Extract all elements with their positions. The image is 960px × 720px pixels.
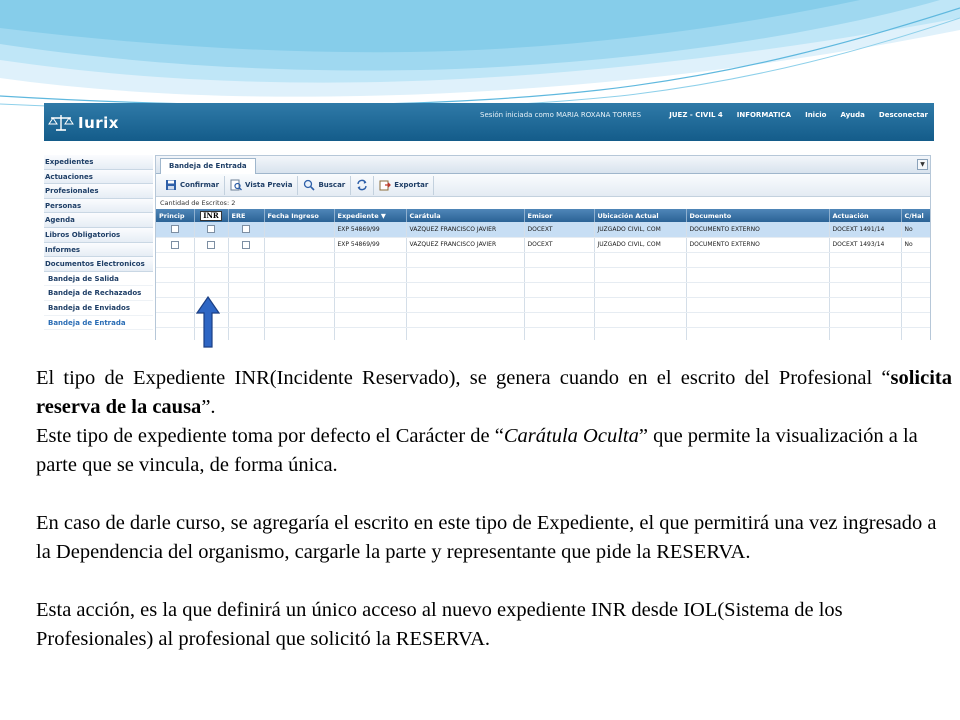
p1-text-a: El tipo de Expediente INR(Incidente Reservado), se genera cuando en el escrito del Profesional “	[36, 367, 891, 389]
sidebar-item-agenda[interactable]: Agenda	[44, 213, 153, 228]
inr-header-label: INR	[200, 211, 222, 221]
cell-expediente: EXP 54869/99	[334, 222, 406, 237]
table-row[interactable]	[156, 237, 931, 252]
empty-row	[156, 267, 931, 282]
chevron-down-icon[interactable]: ▼	[917, 159, 928, 170]
principal-checkbox[interactable]	[156, 237, 194, 252]
search-button[interactable]	[298, 176, 351, 195]
paragraph-acceso-iol: Esta acción, es la que definirá un único acceso al nuevo expediente INR desde IOL(Sistema de los Profesionales) al profesional que solicitó la RESERVA.	[36, 599, 843, 650]
cell-caratula: VAZQUEZ FRANCISCO JAVIER	[406, 222, 524, 237]
p1-bold: solicita reserva de la causa	[36, 367, 952, 418]
cell-chal: No	[901, 222, 931, 237]
cell-documento: DOCUMENTO EXTERNO	[686, 222, 829, 237]
cell-chal: No	[901, 237, 931, 252]
app-logo	[48, 111, 119, 135]
top-bar	[44, 103, 934, 141]
p1-text-b: ”.	[201, 396, 216, 418]
sidebar-item-informes[interactable]: Informes	[44, 243, 153, 258]
cell-actuacion: DOCEXT 1493/14	[829, 237, 901, 252]
refresh-button[interactable]	[351, 176, 374, 195]
menu-role[interactable]: JUEZ - CIVIL 4	[669, 111, 723, 119]
empty-row	[156, 327, 931, 340]
sidebar-item-libros[interactable]: Libros Obligatorios	[44, 228, 153, 243]
menu-home[interactable]: Inicio	[805, 111, 827, 119]
save-icon	[165, 179, 177, 191]
col-caratula[interactable]: Carátula	[406, 209, 524, 222]
col-ubicacion[interactable]: Ubicación Actual	[594, 209, 686, 222]
table-header-row	[156, 209, 931, 222]
confirm-label: Confirmar	[180, 181, 220, 189]
cell-ubicacion: JUZGADO CIVIL, COM	[594, 222, 686, 237]
menu-logout[interactable]: Desconectar	[878, 111, 928, 119]
sidebar-item-actuaciones[interactable]: Actuaciones	[44, 170, 153, 185]
inbox-panel	[155, 155, 931, 340]
cell-documento: DOCUMENTO EXTERNO	[686, 237, 829, 252]
export-label: Exportar	[394, 181, 429, 189]
arrow-up-icon	[196, 296, 220, 348]
col-emisor[interactable]: Emisor	[524, 209, 594, 222]
cell-emisor: DOCEXT	[524, 237, 594, 252]
table-row[interactable]	[156, 222, 931, 237]
col-fecha[interactable]: Fecha Ingreso	[264, 209, 334, 222]
col-expediente[interactable]: Expediente ▼	[334, 209, 406, 222]
col-documento[interactable]: Documento	[686, 209, 829, 222]
paragraph-inr-definition	[36, 364, 952, 422]
menu-area[interactable]: INFORMATICA	[736, 111, 792, 119]
export-button[interactable]	[374, 176, 434, 195]
preview-label: Vista Previa	[245, 181, 293, 189]
sidebar	[44, 155, 153, 330]
cell-fecha	[264, 222, 334, 237]
slide-body-text	[36, 364, 952, 654]
p2-text-b: ” que permite la visualización a la parte que se vincula, de forma única.	[36, 425, 918, 476]
col-actuacion[interactable]: Actuación	[829, 209, 901, 222]
sidebar-subitem-rechazados[interactable]: Bandeja de Rechazados	[44, 286, 153, 301]
export-icon	[379, 179, 391, 191]
empty-row	[156, 297, 931, 312]
cell-emisor: DOCEXT	[524, 222, 594, 237]
tab-strip	[156, 156, 930, 174]
cell-ubicacion: JUZGADO CIVIL, COM	[594, 237, 686, 252]
inr-checkbox[interactable]	[194, 237, 228, 252]
sidebar-item-documentos[interactable]: Documentos Electronicos	[44, 257, 153, 272]
empty-row	[156, 252, 931, 267]
scales-of-justice-icon	[48, 113, 74, 133]
spacer	[36, 567, 952, 596]
col-principal[interactable]: Princip	[156, 209, 194, 222]
app-name: Iurix	[78, 114, 119, 132]
preview-button[interactable]	[225, 176, 298, 195]
tab-bandeja-entrada[interactable]: Bandeja de Entrada	[160, 158, 256, 174]
empty-row	[156, 282, 931, 297]
search-icon	[303, 179, 315, 191]
confirm-button[interactable]	[160, 176, 225, 195]
preview-icon	[230, 179, 242, 191]
principal-checkbox[interactable]	[156, 222, 194, 237]
empty-row	[156, 312, 931, 327]
menu-help[interactable]: Ayuda	[840, 111, 865, 119]
col-chal[interactable]: C/Hal	[901, 209, 931, 222]
documents-table	[156, 209, 931, 340]
cell-actuacion: DOCEXT 1491/14	[829, 222, 901, 237]
sidebar-item-profesionales[interactable]: Profesionales	[44, 184, 153, 199]
sidebar-item-expedientes[interactable]: Expedientes	[44, 155, 153, 170]
header-swoosh-decoration	[0, 0, 960, 120]
refresh-icon	[356, 179, 368, 191]
ere-checkbox[interactable]	[228, 237, 264, 252]
paragraph-darle-curso: En caso de darle curso, se agregaría el escrito en este tipo de Expediente, el que permitirá una vez ingresado a la Dependencia del organismo, cargarle la parte y representante que pide la RESERVA.	[36, 512, 937, 563]
sidebar-subitem-salida[interactable]: Bandeja de Salida	[44, 272, 153, 287]
toolbar	[156, 174, 930, 197]
p2-text-a: Este tipo de expediente toma por defecto el Carácter de “	[36, 425, 504, 447]
sidebar-subitem-enviados[interactable]: Bandeja de Enviados	[44, 301, 153, 316]
ere-checkbox[interactable]	[228, 222, 264, 237]
paragraph-caratula-oculta	[36, 422, 952, 480]
cell-expediente: EXP 54869/99	[334, 237, 406, 252]
cell-caratula: VAZQUEZ FRANCISCO JAVIER	[406, 237, 524, 252]
sidebar-item-personas[interactable]: Personas	[44, 199, 153, 214]
top-menu	[669, 111, 928, 119]
sidebar-subitem-entrada[interactable]: Bandeja de Entrada	[44, 316, 153, 331]
p2-italic: Carátula Oculta	[503, 425, 639, 447]
document-count: Cantidad de Escritos: 2	[160, 199, 236, 207]
cell-fecha	[264, 237, 334, 252]
col-ere[interactable]: ERE	[228, 209, 264, 222]
inr-checkbox[interactable]	[194, 222, 228, 237]
col-inr[interactable]	[194, 209, 228, 222]
session-info: Sesión iniciada como MARIA ROXANA TORRES	[480, 111, 642, 119]
app-screenshot	[44, 103, 934, 340]
search-label: Buscar	[318, 181, 346, 189]
spacer	[36, 480, 952, 509]
